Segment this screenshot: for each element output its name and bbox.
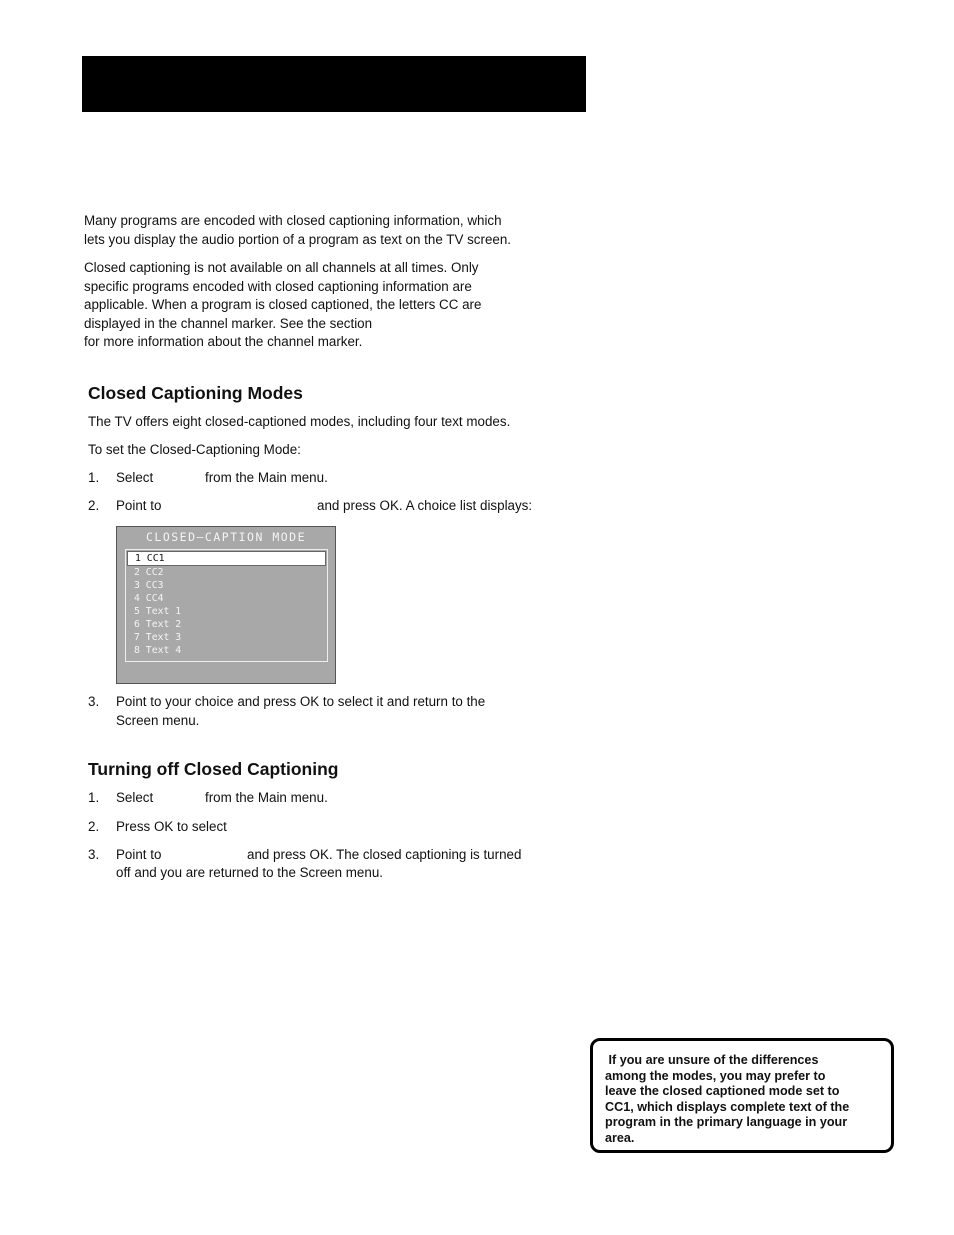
step-text: and press OK. A choice list displays:	[317, 498, 533, 513]
step-text: Select	[116, 790, 154, 805]
step-text: off and you are returned to the Screen menu.	[116, 865, 383, 880]
step-text: Point to	[116, 498, 162, 513]
step-number: 1.	[88, 470, 100, 485]
step-number: 1.	[88, 790, 100, 805]
choice-item[interactable]: 3 CC3	[134, 580, 164, 591]
step-text: Press OK to select	[116, 819, 227, 834]
tip-text: If you are unsure of the differences among the modes, you may prefer to leave the closed captioned mode set to CC1, which displays complete text of the program in the primary language in your area.	[605, 1053, 850, 1145]
step-text: Select	[116, 470, 154, 485]
step-number: 3.	[88, 847, 100, 862]
choice-item[interactable]: 6 Text 2	[134, 619, 182, 630]
step-number: 3.	[88, 694, 100, 709]
step-number: 2.	[88, 498, 100, 513]
step-number: 2.	[88, 819, 100, 834]
header-bar	[82, 56, 586, 112]
step-text: Point to	[116, 847, 162, 862]
menu-title: CLOSED–CAPTION MODE	[145, 530, 307, 544]
choice-item[interactable]: 8 Text 4	[134, 645, 182, 656]
intro-paragraph-2: Closed captioning is not available on all channels at all times. Only specific programs encoded with closed captioning information are applicable. When a program is closed captioned, the letters CC are displayed in the channel marker. See the section for more information about the channel marker.	[84, 260, 482, 349]
step-text: from the Main menu.	[205, 470, 328, 485]
closed-caption-mode-menu	[116, 526, 336, 684]
choice-item[interactable]: 5 Text 1	[134, 606, 182, 617]
choice-item[interactable]: 2 CC2	[134, 567, 164, 578]
step-text: Point to your choice and press OK to select it and return to the Screen menu.	[116, 694, 486, 728]
choice-item[interactable]: 7 Text 3	[134, 632, 182, 643]
modes-description: The TV offers eight closed-captioned modes, including four text modes.	[88, 414, 511, 429]
intro-paragraph-1: Many programs are encoded with closed captioning information, which lets you display the audio portion of a program as text on the TV screen.	[84, 213, 512, 247]
section-heading-modes: Closed Captioning Modes	[88, 383, 303, 403]
choice-item-selected[interactable]: 1 CC1	[127, 551, 326, 566]
tip-box	[590, 1038, 894, 1153]
choice-item[interactable]: 4 CC4	[134, 593, 164, 604]
choice-list	[125, 549, 328, 662]
step-text: from the Main menu.	[205, 790, 328, 805]
section-heading-turning-off: Turning off Closed Captioning	[88, 759, 339, 779]
step-text: and press OK. The closed captioning is turned	[247, 847, 522, 862]
modes-lead: To set the Closed-Captioning Mode:	[88, 442, 301, 457]
